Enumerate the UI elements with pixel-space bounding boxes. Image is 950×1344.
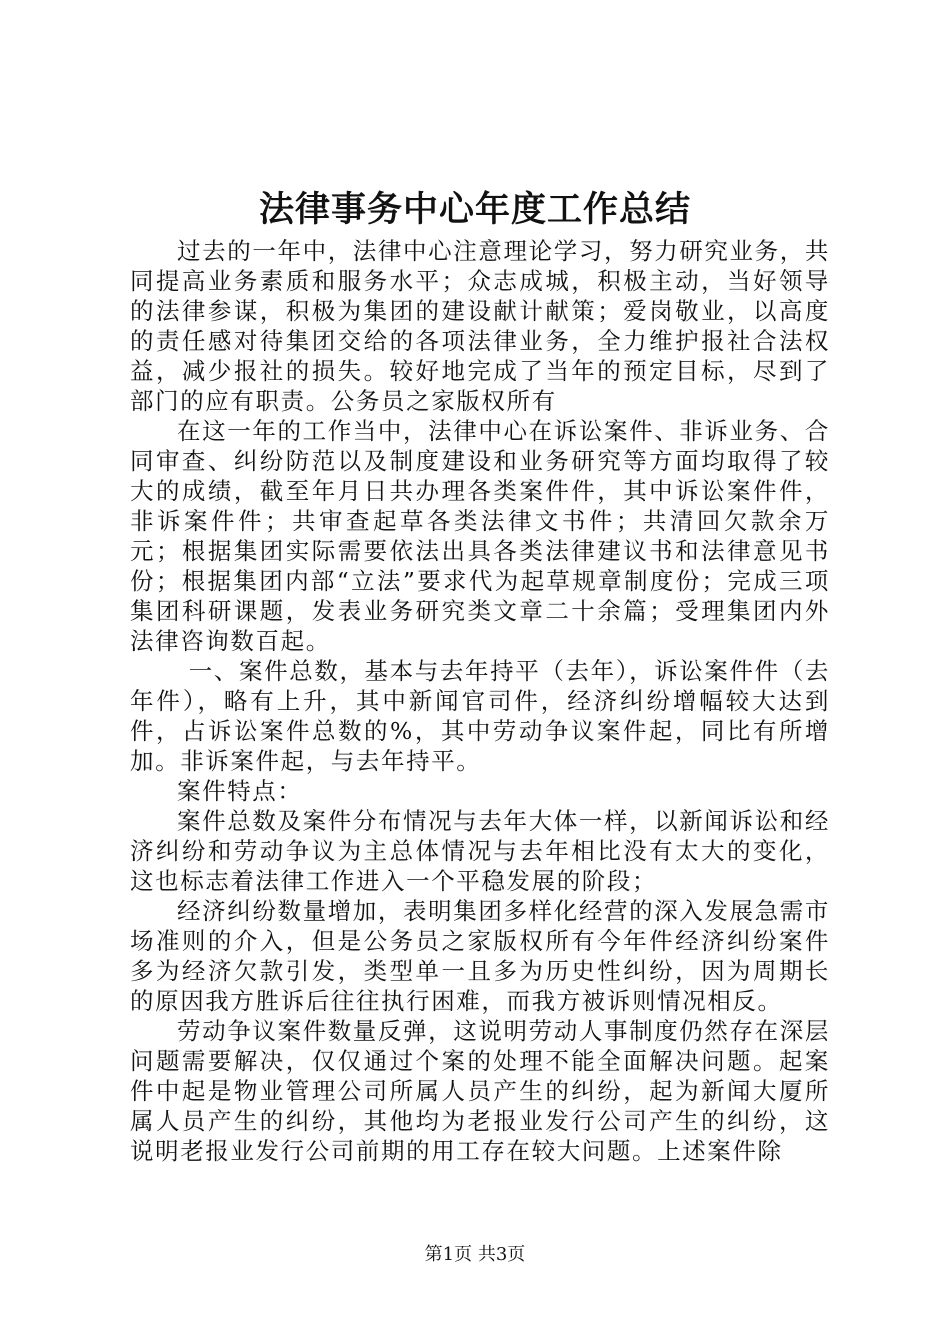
paragraph: 案件总数及案件分布情况与去年大体一样，以新闻诉讼和经济纠纷和劳动争议为主总体情况与去年相比没有太大的变化，这也标志着法律工作进入一个平稳发展的阶段； [130, 807, 830, 895]
page-footer [0, 1243, 950, 1267]
document-body [130, 236, 830, 1166]
paragraph: 过去的一年中，法律中心注意理论学习，努力研究业务，共同提高业务素质和服务水平；众志成城，积极主动，当好领导的法律参谋，积极为集团的建设献计献策；爱岗敬业，以高度的责任感对待集团交给的各项法律业务，全力维护报社合法权益，减少报社的损失。较好地完成了当年的预定目标，尽到了部门的应有职责。公务员之家版权所有 [130, 237, 830, 415]
paragraph: 劳动争议案件数量反弹，这说明劳动人事制度仍然存在深层问题需要解决，仅仅通过个案的处理不能全面解决问题。起案件中起是物业管理公司所属人员产生的纠纷，起为新闻大厦所属人员产生的纠纷，其他均为老报业发行公司产生的纠纷，这说明老报业发行公司前期的用工存在较大问题。上述案件除 [130, 1017, 830, 1165]
paragraph: 经济纠纷数量增加，表明集团多样化经营的深入发展急需市场准则的介入，但是公务员之家版权所有今年件经济纠纷案件多为经济欠款引发，类型单一且多为历史性纠纷，因为周期长的原因我方胜诉后往往执行困难，而我方被诉则情况相反。 [130, 897, 830, 1015]
paragraph: 案件特点： [177, 777, 303, 805]
paragraph: 在这一年的工作当中，法律中心在诉讼案件、非诉业务、合同审查、纠纷防范以及制度建设和业务研究等方面均取得了较大的成绩，截至年月日共办理各类案件件，其中诉讼案件件，非诉案件件；共审查起草各类法律文书件；共清回欠款余万元；根据集团实际需要依法出具各类法律建议书和法律意见书份；根据集团内部“立法”要求代为起草规章制度份；完成三项集团科研课题，发表业务研究类文章二十余篇；受理集团内外法律咨询数百起。 [130, 417, 830, 655]
page-indicator: 第1页 共3页 [424, 1244, 526, 1265]
paragraph: 一、案件总数，基本与去年持平（去年），诉讼案件件（去年件），略有上升，其中新闻官司件，经济纠纷增幅较大达到件，占诉讼案件总数的%，其中劳动争议案件起，同比有所增加。非诉案件起，与去年持平。 [130, 657, 830, 775]
document-title: 法律事务中心年度工作总结 [258, 189, 691, 230]
